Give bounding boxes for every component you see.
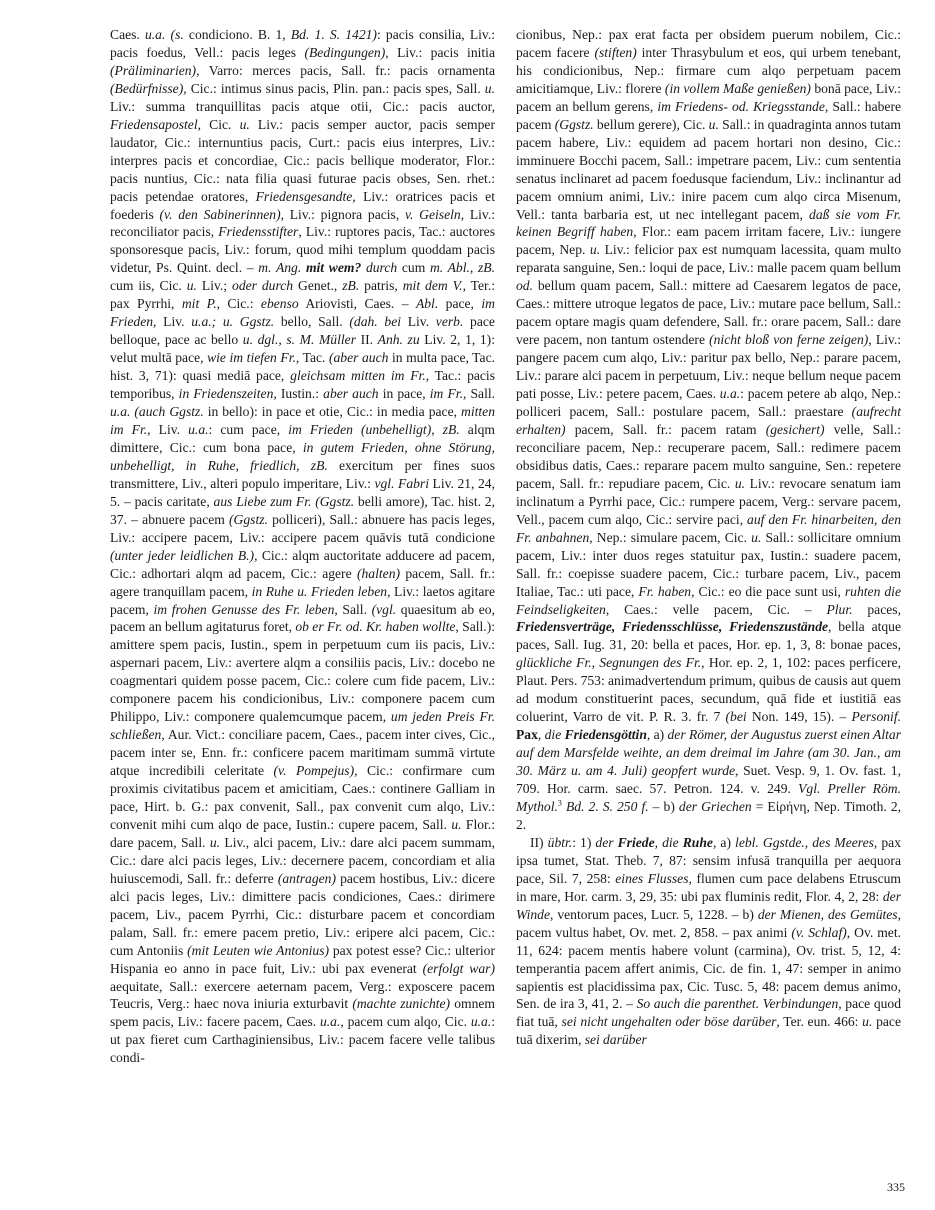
- page-number: 335: [887, 1180, 905, 1194]
- right-column: cionibus, Nep.: pax erat facta per obsidem puerum nobilem, Cic.: pacem facere (stiften) inter Thrasybulum et eos, qui urbem tenebant, his condicionibus, Nep.: firmare cum alqo perpetuam pacem amicitiamque, Liv.: florere (in vollem Maße genießen) bonā pace, Liv.: pacem an bellum gerens, im Friedens- od. Kriegsstande, Sall.: habere pacem (Ggstz. bellum gerere), Cic. u. Sall.: in quadraginta annos tutam pacem habere, Liv.: equidem ad pacem hortari non desino, Cic.: imminuere Bocchi pacem, Sall.: impetrare pacem, Liv.: cum sententia senatus inclinaret ad pacem foedusque faciendum, Liv.: inclinantur ad pacem omnium animi, Liv.: inire pacem cum alqo circa Misenum, Vell.: tanta barbaria est, ut nec intellegant pacem, daß sie vom Fr. keinen Begriff haben, Flor.: eam pacem irritam facere, Liv.: iungere pacem, Nep. u. Liv.: felicior pax est numquam lacessita, quam multo reparata sanguine, Sen.: loqui de pace, Liv.: malle pacem quam bellum od. bellum quam pacem, Sall.: mittere ad Caesarem legatos de pace, Caes.: mittere utroque legatos de pace, Liv.: mutare pace bellum, Sall.: pacem optare magis quam defendere, Sall. fr.: orare pacem, Sall.: dare vere pacem, non tantum ostendere (nicht bloß von ferne zeigen), Liv.: pangere pacem cum alqo, Liv.: paritur pax bello, Nep.: parare pacem, Liv.: parare alci pacem in perpetuum, Liv.: neque bellum neque pacem pati posse, Liv.: petere pacem, Caes. u.a.: pacem petere ab alqo, Nep.: polliceri pacem, Sall.: postulare pacem, Sall.: praestare (aufrecht erhalten) pacem, Sall. fr.: pacem ratam (gesichert) velle, Sall.: reconciliare pacem, Nep.: recuperare pacem, Sall.: redimere pacem obsidibus datis, Caes.: reparare pacem multo sanguine, Sen.: repetere pacem, Sall. fr.: repudiare pacem, Cic. u. Liv.: revocare senatum iam inclinatum a Pyrrhi pace, Cic.: rumpere pacem, Verg.: servare pacem, Vell., pacem cum alqo, Cic.: servire paci, auf den Fr. hinarbeiten, den Fr. anbahnen, Nep.: simulare pacem, Cic. u. Sall.: sollicitare omnium pacem, Liv.: inter duos reges statuitur pax, Iustin.: suadere pacem, Sall. fr.: coepisse suadere pacem, Cic.: turbare pacem, Liv., pacem Italiae, Tac.: uti pace, Fr. haben, Cic.: eo die pace sunt usi, ruhten die Feindseligkeiten, Caes.: velle pacem, Cic. – Plur. paces, Friedensverträge, Friedensschlüsse, Friedenszustände, bella atque paces, Sall. Iug. 31, 20: bella et paces, Hor. ep. 1, 3, 8: bonae paces, glückliche Fr., Segnungen des Fr., Hor. ep. 2, 1, 102: paces perficere, Plaut. Pers. 753: animadvertendum primum, quibus de causis aut quem ad modum constituerint paces, secundum, quā fide et iustitiā eas coluerint, Varro de vit. P. R. 3. fr. 7 (bei Non. 149, 15). – Personif. Pax, die Friedensgöttin, a) der Römer, der Augustus zuerst einen Altar auf dem Marsfelde weihte, an dem dreimal im Jahre (am 30. Jan., am 30. März u. am 4. Juli) geopfert wurde, Suet. Vesp. 9, 1. Ov. fast. 1, 709. Hor. carm. saec. 57. Petron. 124. v. 249. Vgl. Preller Röm. Mythol.$^3$ Bd. 2. S. 250 f. – b) der Griechen = Εἰρήνη, Nep. Timoth. 2, 2. II) übtr.: 1) der Friede, die Ruhe, a) lebl. Ggstde., des Meeres, pax ipsa tumet, Stat. Theb. 7, 87: sensim infusā tranquilla per aequora pace, Sil. 7, 258: eines Flusses, flumen cum pace delabens Etruscum in mare, Hor. carm. 3, 29, 35: ubi pax fluminis redit, Flor. 4, 2, 28: der Winde, ventorum paces, Lucr. 5, 1228. – b) der Mienen, des Gemütes, pacem vultus habet, Ov. met. 2, 858. – pax animi (v. Schlaf), Ov. met. 11, 624: pacem mentis habere volunt (carmina), Ov. trist. 5, 12, 4: temperantia pacem affert animis, Cic. de fin. 1, 47: semper in animo sapientis est placidissima pax, Cic. Tusc. 5, 48: pacem demus animo, Sen. de ira 3, 41, 2. – So auch die parenthet. Verbindungen, pace quod fiat tuā, sei nicht ungehalten oder böse darüber, Ter. eun. 466: u. pace tuā dixerim, sei darüber: [516, 27, 902, 1048]
- left-column: Caes. u.a. (s. condiciono. B. 1, Bd. 1. S. 1421): pacis consilia, Liv.: pacis foedus, Vell.: pacis leges (Bedingungen), Liv.: pacis initia (Präliminarien), Varro: merces pacis, Sall. fr.: pacis ornamenta (Bedürfnisse), Cic.: intimus sinus pacis, Plin. pan.: pacis spes, Sall. u. Liv.: summa tranquillitas pacis atque otii, Cic.: pacis auctor, Friedensapostel, Cic. u. Liv.: pacis semper auctor, pacis semper laudator, Cic.: internuntius pacis, Curt.: pacis eius interpres, Liv.: interpres pacis et concordiae, Cic.: pacis bellique moderator, Flor.: pacis nuntius, Cic.: nata filia quasi futurae pacis obses, Sen. rhet.: pacis petendae oratores, Friedensgesandte, Liv.: oratrices pacis et foederis (v. den Sabinerinnen), Liv.: pignora pacis, v. Geiseln, Liv.: reconciliator pacis, Friedensstifter, Liv.: ruptores pacis, Tac.: auctores sponsoresque pacis, Liv.: forum, quod mihi templum quoddam pacis videtur, Ps. Quint. decl. – m. Ang. mit wem? durch cum m. Abl., zB. cum iis, Cic. u. Liv.; oder durch Genet., zB. patris, mit dem V., Ter.: pax Pyrrhi, mit P., Cic.: ebenso Ariovisti, Caes. – Abl. pace, im Frieden, Liv. u.a.; u. Ggstz. bello, Sall. (dah. bei Liv. verb. pace belloque, pace ac bello u. dgl., s. M. Müller II. Anh. zu Liv. 2, 1, 1): velut multā pace, wie im tiefen Fr., Tac. (aber auch in multa pace, Tac. hist. 3, 71): quasi mediā pace, gleichsam mitten im Fr., Tac.: pacis temporibus, in Friedenszeiten, Iustin.: aber auch in pace, im Fr., Sall. u.a. (auch Ggstz. in bello): in pace et otie, Cic.: in media pace, mitten im Fr., Liv. u.a.: cum pace, im Frieden (unbehelligt), zB. alqm dimittere, Cic.: cum bona pace, in gutem Frieden, ohne Störung, unbehelligt, in Ruhe, friedlich, zB. exercitum per fines suos transmittere, Liv., alteri populo imperitare, Liv.: vgl. Fabri Liv. 21, 24, 5. – pacis caritate, aus Liebe zum Fr. (Ggstz. belli amore), Tac. hist. 2, 37. – abnuere pacem (Ggstz. polliceri), Sall.: abnuere has pacis leges, Liv.: accipere pacem, Liv.: accipere pacem quāvis tutā condicione (unter jeder leidlichen B.), Cic.: alqm auctoritate adducere ad pacem, Cic.: adhortari alqm ad pacem, Cic.: agere (halten) pacem, Sall. fr.: agere tranquillam pacem, in Ruhe u. Frieden leben, Liv.: laetos agitare pacem, im frohen Genusse des Fr. leben, Sall. (vgl. quaesitum ab eo, pacem an bellum agitaturus foret, ob er Fr. od. Kr. haben wollte, Sall.): amittere spem pacis, Iustin., spem in perpetuum cum iis pacis, Liv.: aspernari pacem, Liv.: avertere alqm a consiliis pacis, Liv.: docebo ne coagmentari quidem posse pacem, Cic.: colere cum fide pacem, Liv.: componere pacem his condicionibus, Liv.: componere pacem cum Philippo, Liv.: componere qualemcumque pacem, um jeden Preis Fr. schließen, Aur. Vict.: conciliare pacem, Caes., pacem inter cives, Cic., pacem inter se, Enn. fr.: conficere pacem maritimam summā virtute atque incredibili celeritate (v. Pompejus), Cic.: confirmare cum proximis civitatibus pacem et amicitiam, Caes.: continere Galliam in pace, Hirt. b. G.: pax convenit, Sall., pax convenit cum alqo, Liv.: convenit mihi cum alqo de pace, Iustin.: cupere pacem, Sall. u. Flor.: dare pacem, Sall. u. Liv., alci pacem, Liv.: dare alci pacem summam, Cic.: dare alci pacis leges, Liv.: decernere pacem, concordiam et alia huiuscemodi, Sall. fr.: deferre (antragen) pacem hostibus, Liv.: dicere alci pacis leges, Liv.: dimittere pacis condiciones, Caes.: dirimere pacem, Liv., pacem Pyrrhi, Cic.: disturbare pacem et concordiam palam, Sall. fr.: emere pacem pretio, Liv.: eripere alci pacem, Cic.: cum Antoniis (mit Leuten wie Antonius) pax potest esse? Cic.: ulterior Hispania eo anno in pace fuit, Liv.: ubi pax evenerat (erfolgt war) aequitate, Sall.: exercere aeternam pacem, Verg.: exposcere pacem Teucris, Verg.: haec nova iniuria exturbavit (machte zunichte) omnem spem pacis, Liv.: facere pacem, Caes. u.a., pacem cum alqo, Cic. u.a.: ut pax fieret cum Carthaginiensibus, Liv.: pacem facere velle talibus condi-: [110, 27, 496, 1066]
